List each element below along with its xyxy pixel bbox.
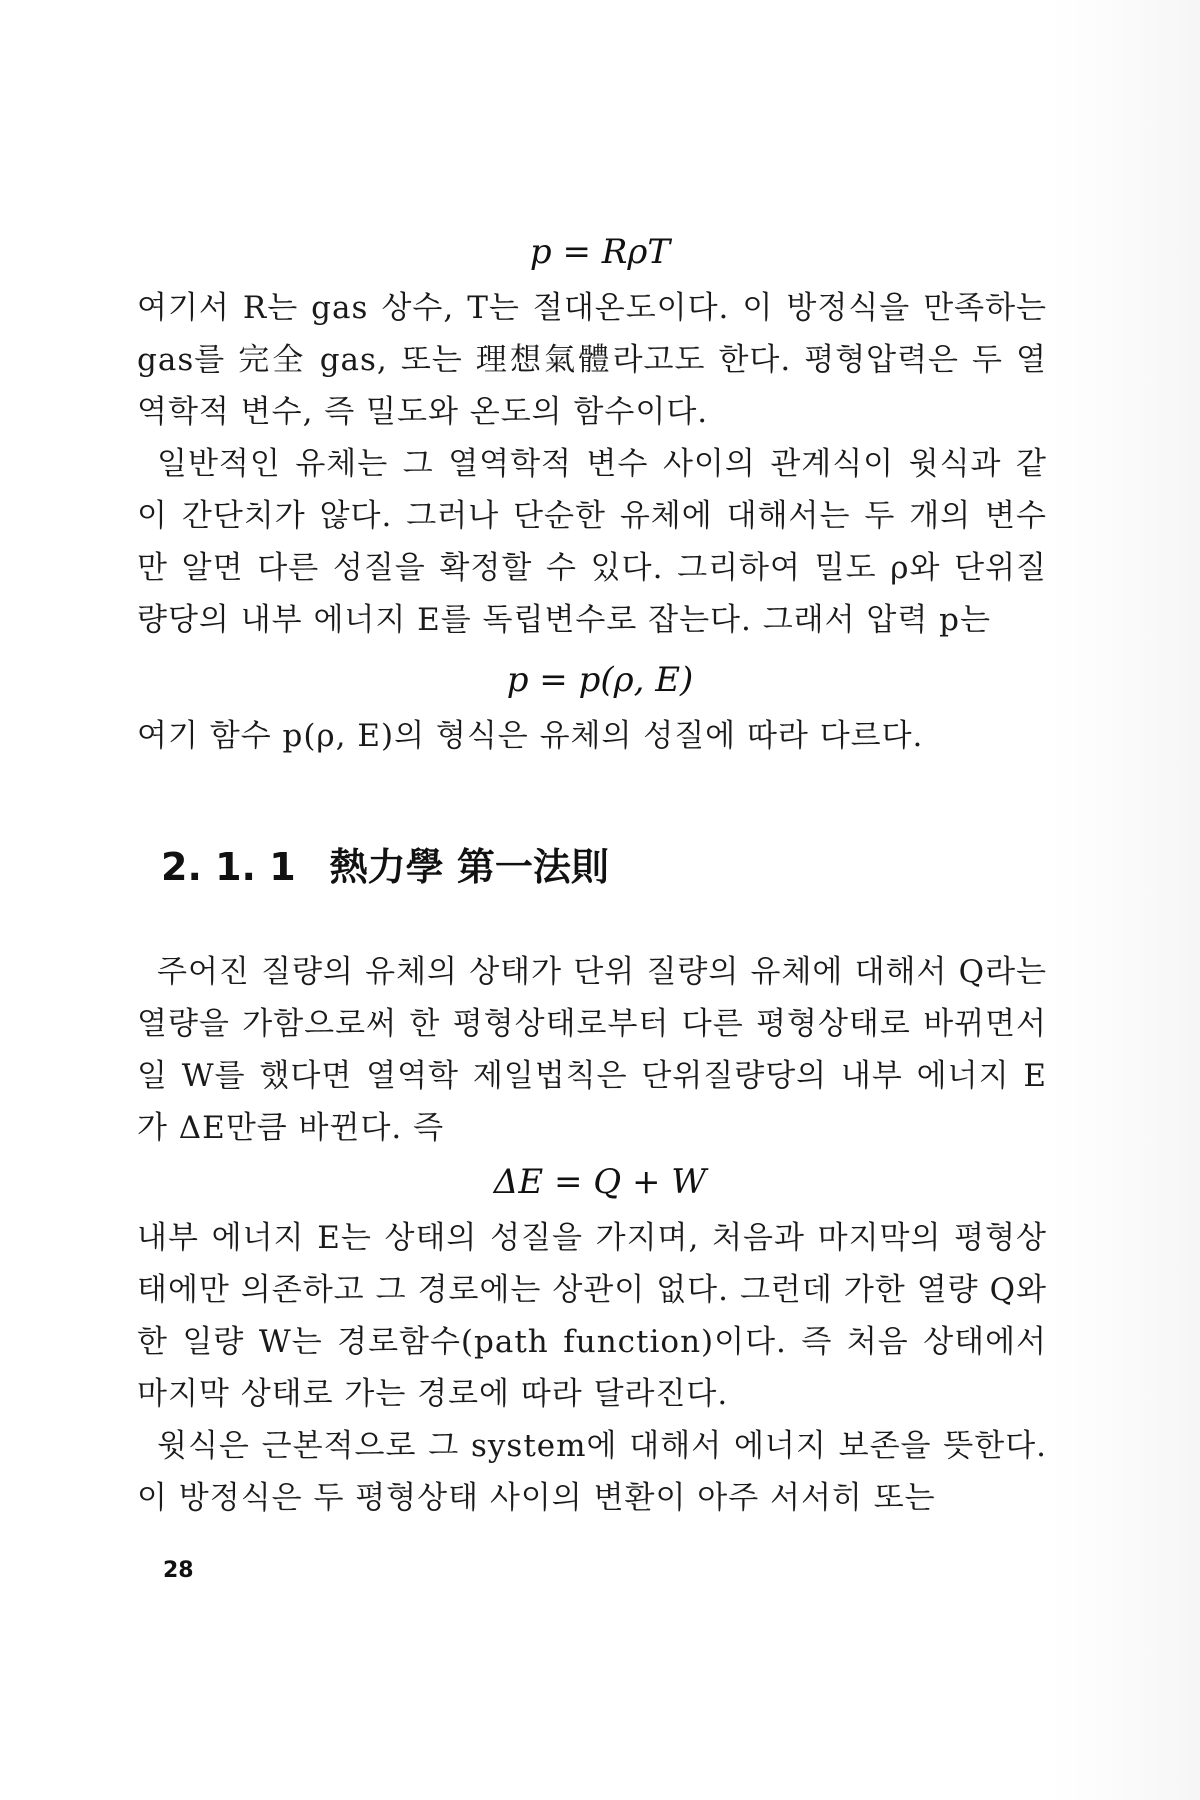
- paragraph-function-form: [137, 710, 1047, 762]
- paragraph-general-fluid: [137, 438, 1047, 646]
- paragraph-text: 주어진 질량의 유체의 상태가 단위 질량의 유체에 대해서 Q라는 열량을 가함으로써 한 평형상태로부터 다른 평형상태로 바뀌면서 일 W를 했다면 열역학 제일법칙은 단위질량당의 내부 에너지 E가 ΔE만큼 바뀐다. 즉: [137, 954, 1047, 1146]
- section-heading: [161, 836, 609, 891]
- paragraph-first-law: [137, 946, 1047, 1154]
- paragraph-text: 내부 에너지 E는 상태의 성질을 가지며, 처음과 마지막의 평형상태에만 의존하고 그 경로에는 상관이 없다. 그런데 가한 열량 Q와 한 일량 W는 경로함수(path function)이다. 즉 처음 상태에서 마지막 상태로 가는 경로에 따라 달라진다.: [137, 1220, 1047, 1412]
- paragraph-internal-energy: [137, 1212, 1047, 1420]
- paragraph-text: 일반적인 유체는 그 열역학적 변수 사이의 관계식이 윗식과 같이 간단치가 않다. 그러나 단순한 유체에 대해서는 두 개의 변수만 알면 다른 성질을 확정할 수 있다. 그리하여 밀도 ρ와 단위질량당의 내부 에너지 E를 독립변수로 잡는다. 그래서 압력 p는: [137, 446, 1047, 638]
- paragraph-ideal-gas: [137, 282, 1047, 438]
- section-title: 熱力學 第一法則: [329, 845, 609, 889]
- equation-first-law: ΔE = Q + W: [493, 1162, 707, 1202]
- equation-ideal-gas: p = RρT: [529, 232, 671, 272]
- paragraph-text: 여기 함수 p(ρ, E)의 형식은 유체의 성질에 따라 다르다.: [137, 718, 924, 754]
- equation-pressure-function: p = p(ρ, E): [506, 660, 694, 700]
- paragraph-energy-conservation: [137, 1420, 1047, 1524]
- paragraph-text: 윗식은 근본적으로 그 system에 대해서 에너지 보존을 뜻한다. 이 방정식은 두 평형상태 사이의 변환이 아주 서서히 또는: [137, 1428, 1047, 1516]
- section-number: 2. 1. 1: [161, 845, 296, 889]
- paragraph-text: 여기서 R는 gas 상수, T는 절대온도이다. 이 방정식을 만족하는 gas를 完全 gas, 또는 理想氣體라고도 한다. 평형압력은 두 열역학적 변수, 즉 밀도와 온도의 함수이다.: [137, 290, 1047, 430]
- page-number: 28: [163, 1558, 194, 1583]
